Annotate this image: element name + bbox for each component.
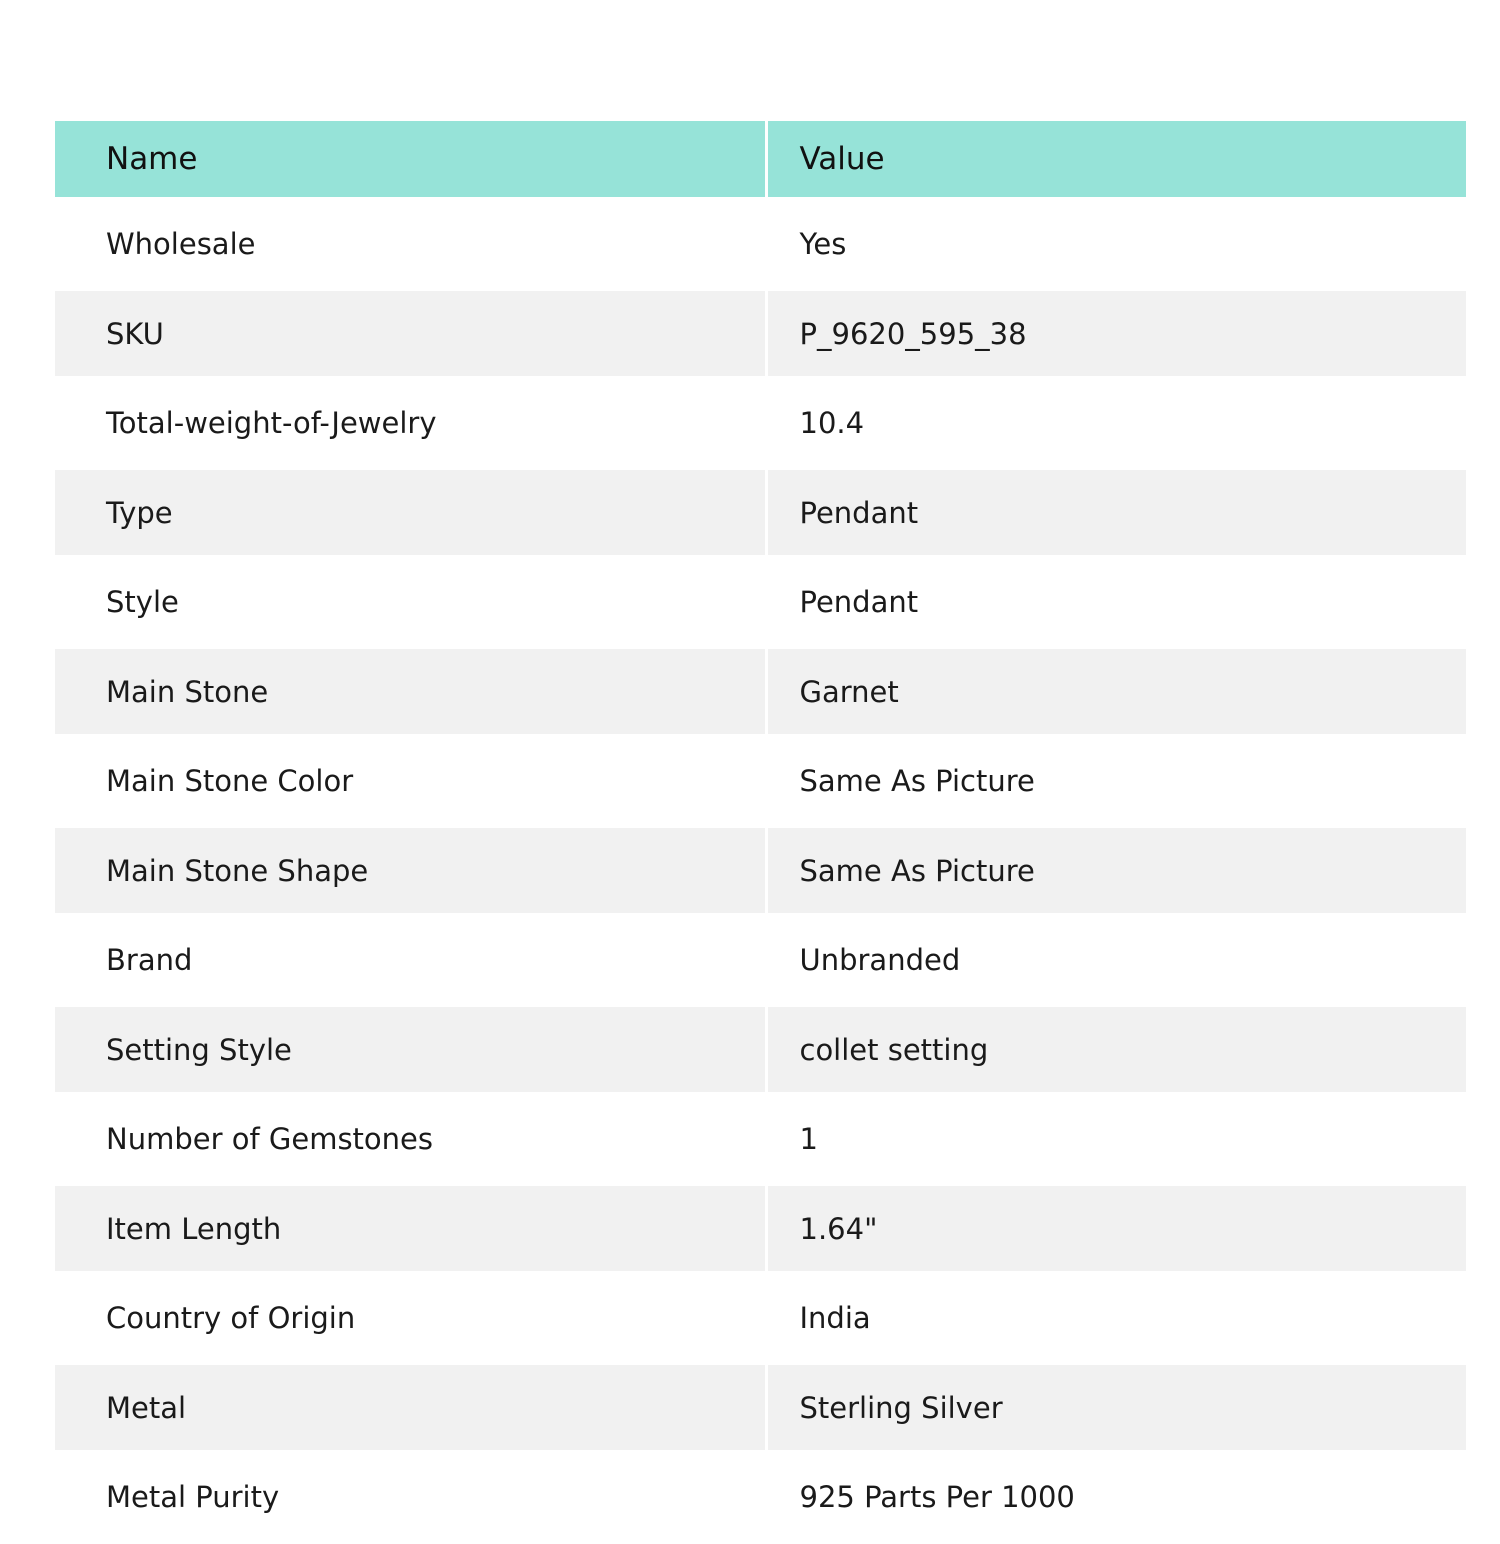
row-name-cell: Metal Purity — [55, 1450, 766, 1544]
row-name-cell: Metal — [55, 1365, 766, 1450]
row-value-cell: Same As Picture — [799, 764, 1035, 798]
table-row — [55, 1365, 1466, 1450]
table-row — [55, 1450, 1466, 1544]
row-value-cell: 925 Parts Per 1000 — [799, 1480, 1075, 1514]
column-header-value: Value — [799, 141, 885, 177]
row-value-cell: 10.4 — [799, 406, 865, 440]
table-row — [55, 913, 1466, 1007]
table-row — [55, 1007, 1466, 1092]
table-row — [55, 1271, 1466, 1365]
table-row — [55, 470, 1466, 555]
table-row — [55, 291, 1466, 376]
row-name-cell: Country of Origin — [55, 1271, 766, 1365]
row-name-cell: Type — [55, 470, 766, 555]
table-row — [55, 649, 1466, 734]
row-value-cell: India — [799, 1301, 871, 1335]
table-row — [55, 828, 1466, 913]
row-name-cell: Number of Gemstones — [55, 1092, 766, 1186]
row-name-cell: Brand — [55, 913, 766, 1007]
table-row — [55, 197, 1466, 291]
row-value-cell: Pendant — [799, 495, 919, 530]
row-value-cell: Pendant — [799, 585, 919, 619]
row-name-cell: Total-weight-of-Jewelry — [55, 376, 766, 470]
row-name-cell: Main Stone Color — [55, 734, 766, 828]
row-name-cell: Main Stone — [55, 649, 766, 734]
row-name-cell: Main Stone Shape — [55, 828, 766, 913]
table-row — [55, 376, 1466, 470]
row-name-cell: SKU — [55, 291, 766, 376]
row-value-cell: Yes — [799, 227, 847, 261]
table-row — [55, 555, 1466, 649]
table-row — [55, 1186, 1466, 1271]
row-value-cell: 1 — [799, 1122, 818, 1156]
row-name-cell: Setting Style — [55, 1007, 766, 1092]
column-header-name: Name — [55, 121, 766, 197]
table-body — [55, 197, 1466, 1544]
row-value-cell: 1.64" — [799, 1211, 878, 1246]
row-value-cell: Garnet — [799, 674, 899, 709]
row-value-cell: collet setting — [799, 1032, 989, 1067]
table-header — [55, 121, 1466, 197]
table-row — [55, 1092, 1466, 1186]
row-name-cell: Item Length — [55, 1186, 766, 1271]
row-name-cell: Wholesale — [55, 197, 766, 291]
row-value-cell: Same As Picture — [799, 853, 1035, 888]
table-header-row — [55, 121, 1466, 197]
row-value-cell: Sterling Silver — [799, 1390, 1003, 1425]
specifications-table — [55, 121, 1466, 1544]
row-name-cell: Style — [55, 555, 766, 649]
row-value-cell: P_9620_595_38 — [799, 316, 1027, 351]
table-row — [55, 734, 1466, 828]
row-value-cell: Unbranded — [799, 943, 961, 977]
